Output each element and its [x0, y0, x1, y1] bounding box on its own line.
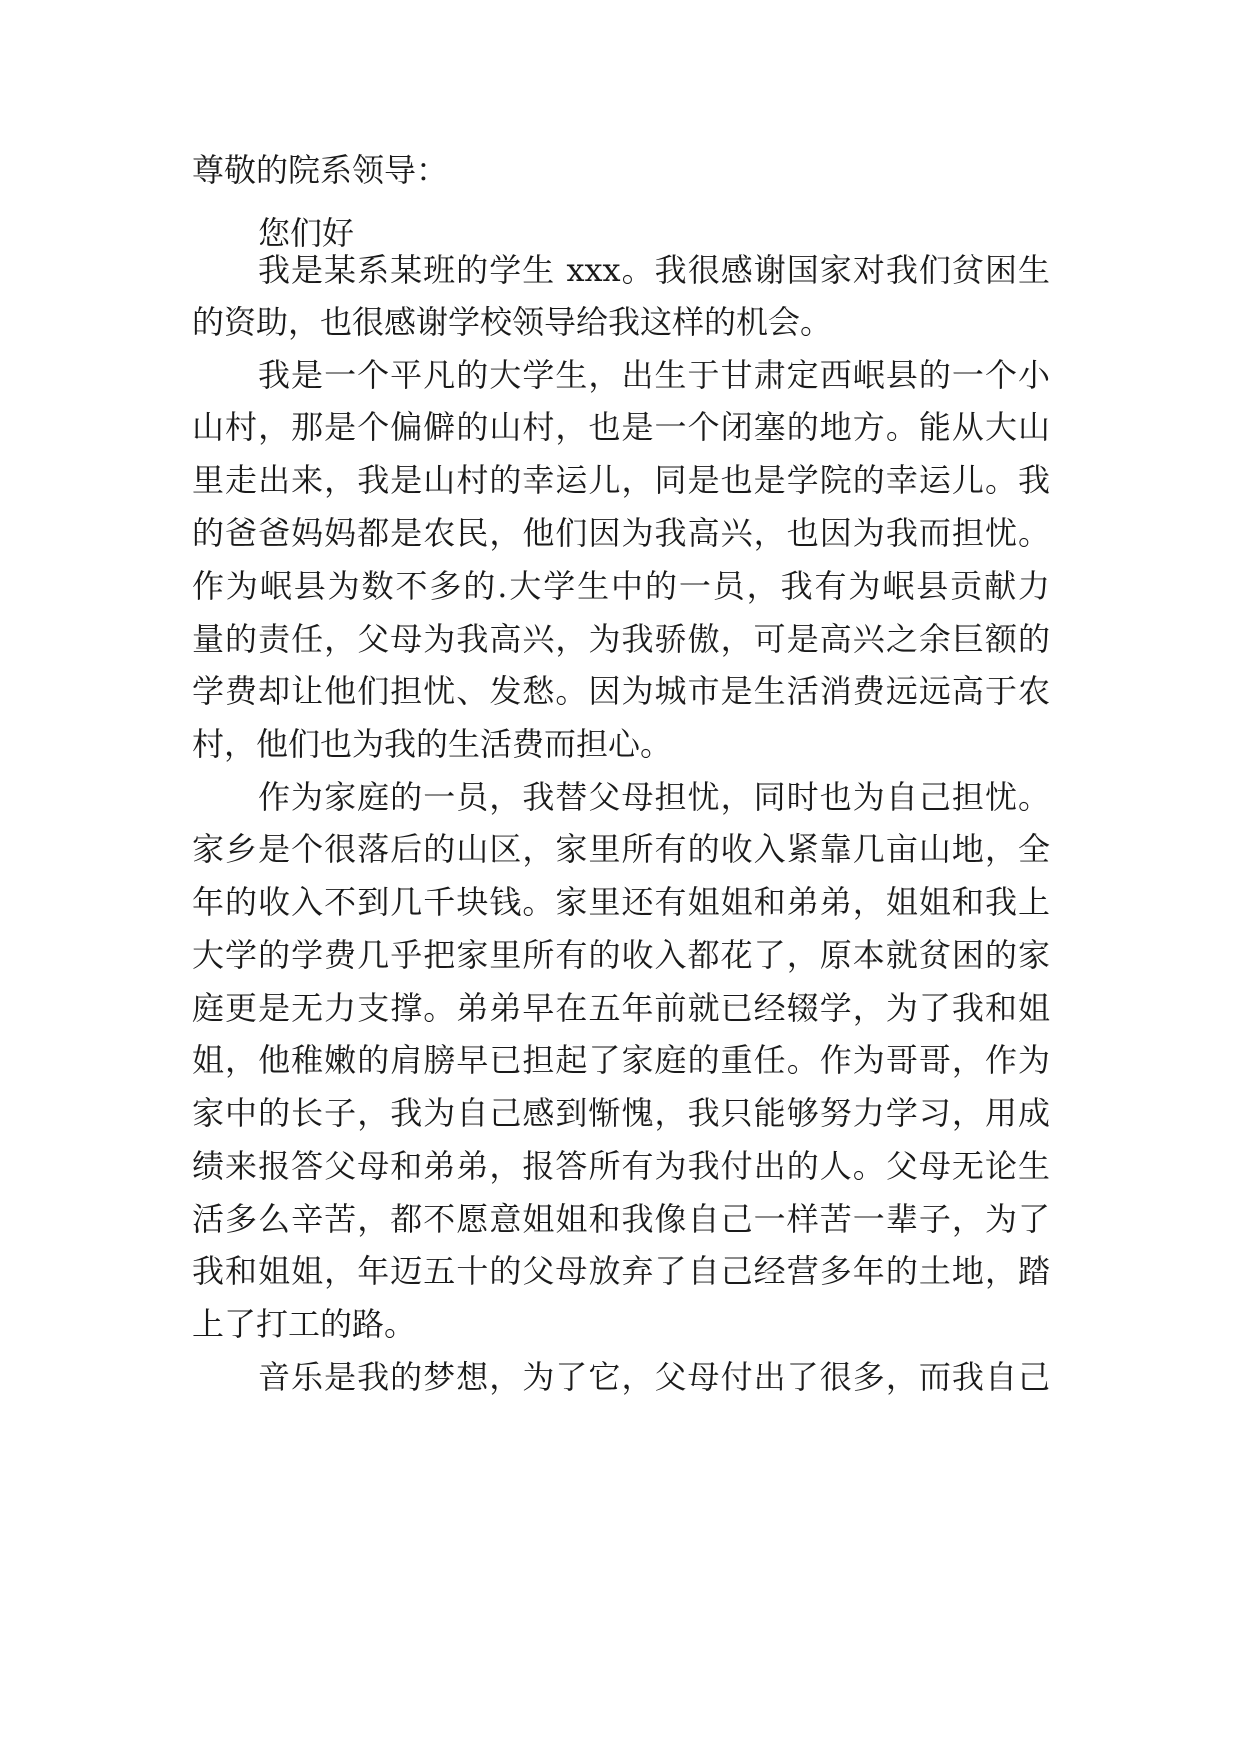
body-line [0, 1190, 1241, 1248]
body-line [0, 1031, 1241, 1089]
body-line-text: 山村，那是个偏僻的山村，也是一个闭塞的地方。能从大山 [192, 408, 1050, 446]
body-line-text: 我是某系某班的学生 xxx。我很感谢国家对我们贫困生 [258, 251, 1050, 289]
body-line [192, 1295, 1241, 1353]
body-line-text: 里走出来，我是山村的幸运儿，同是也是学院的幸运儿。我 [192, 461, 1050, 499]
body-line [0, 662, 1241, 720]
body-line [0, 873, 1241, 931]
body-line [0, 1084, 1241, 1142]
body-line-text: 作为家庭的一员，我替父母担忧，同时也为自己担忧。 [258, 778, 1050, 816]
body-line [0, 451, 1241, 509]
salutation-text: 尊敬的院系领导： [192, 151, 449, 189]
body-line-text: 年的收入不到几千块钱。家里还有姐姐和弟弟，姐姐和我上 [192, 883, 1050, 921]
body-line-text: 我和姐姐，年迈五十的父母放弃了自己经营多年的土地，踏 [192, 1252, 1050, 1290]
body-line [0, 398, 1241, 456]
body-line-text: 大学的学费几乎把家里所有的收入都花了，原本就贫困的家 [192, 936, 1050, 974]
body-line-text: 我是一个平凡的大学生，出生于甘肃定西岷县的一个小 [258, 356, 1050, 394]
body-line-text: 学费却让他们担忧、发愁。因为城市是生活消费远远高于农 [192, 672, 1050, 710]
salutation [192, 141, 1241, 199]
body-line [192, 715, 1241, 773]
body-line [0, 820, 1241, 878]
body-line-text: 姐，他稚嫩的肩膀早已担起了家庭的重任。作为哥哥，作为 [192, 1041, 1050, 1079]
body-line-text: 的爸爸妈妈都是农民，他们因为我高兴，也因为我而担忧。 [192, 514, 1050, 552]
body-line-text: 的资助，也很感谢学校领导给我这样的机会。 [192, 303, 833, 341]
body-line [0, 768, 1241, 826]
body-line [0, 557, 1241, 615]
body-line [0, 241, 1241, 299]
body-line-text: 作为岷县为数不多的.大学生中的一员，我有为岷县贡献力 [192, 567, 1050, 605]
body-line-text: 村，他们也为我的生活费而担心。 [192, 725, 673, 763]
body-line [0, 1348, 1241, 1406]
body-line-text: 活多么辛苦，都不愿意姐姐和我像自己一样苦一辈子，为了 [192, 1200, 1050, 1238]
body-line-text: 绩来报答父母和弟弟，报答所有为我付出的人。父母无论生 [192, 1147, 1050, 1185]
body-line-text: 上了打工的路。 [192, 1305, 417, 1343]
body-line [0, 610, 1241, 668]
body-line [0, 504, 1241, 562]
body-line [192, 293, 1241, 351]
greeting-text: 您们好 [258, 214, 355, 252]
body-line [0, 926, 1241, 984]
body-line [0, 979, 1241, 1037]
body-line [0, 1242, 1241, 1300]
body-line-text: 家中的长子，我为自己感到惭愧，我只能够努力学习，用成 [192, 1094, 1050, 1132]
body-line [0, 1137, 1241, 1195]
body-line-text: 家乡是个很落后的山区，家里所有的收入紧靠几亩山地，全 [192, 830, 1050, 868]
body-line [0, 346, 1241, 404]
body-line-text: 音乐是我的梦想，为了它，父母付出了很多，而我自己 [258, 1358, 1050, 1396]
body-line-text: 庭更是无力支撑。弟弟早在五年前就已经辍学，为了我和姐 [192, 989, 1050, 1027]
body-line-text: 量的责任，父母为我高兴，为我骄傲，可是高兴之余巨额的 [192, 620, 1050, 658]
